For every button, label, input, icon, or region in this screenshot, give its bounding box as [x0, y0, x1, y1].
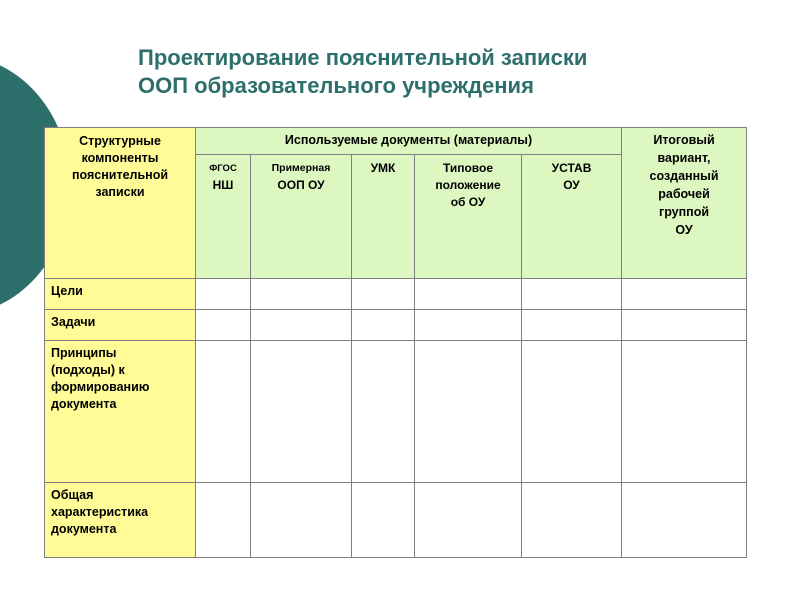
header-structural-components [45, 128, 196, 279]
table-row [45, 341, 747, 483]
row-label-line: формированию [51, 380, 150, 394]
table-cell [352, 310, 415, 341]
row-label-goals [45, 279, 196, 310]
header-final-line: Итоговый [653, 133, 715, 147]
slide-title-line-1: Проектирование пояснительной записки [138, 45, 588, 70]
header-final-line: группой [658, 205, 710, 219]
subheader-line: ОУ [563, 178, 580, 192]
table-row [45, 483, 747, 558]
subheader-line: положение [435, 178, 501, 192]
header-final-line: ОУ [675, 223, 693, 237]
table-cell [622, 341, 747, 483]
table-cell [622, 310, 747, 341]
slide-title [138, 44, 587, 100]
header-final-line: рабочей [658, 187, 710, 201]
subheader-line: УСТАВ [551, 161, 592, 175]
row-label-tasks [45, 310, 196, 341]
row-label-line: Принципы [51, 346, 117, 360]
header-documents-used: Используемые документы (материалы) [196, 128, 622, 155]
row-label-general-characteristic [45, 483, 196, 558]
subheader-line: Примерная [271, 162, 331, 174]
subheader-line: НШ [212, 178, 234, 192]
table-row [45, 310, 747, 341]
table-cell [251, 279, 352, 310]
table-cell [196, 279, 251, 310]
table-cell [522, 310, 622, 341]
subheader-fgos [196, 155, 251, 279]
row-label-line: документа [51, 397, 117, 411]
subheader-line: УМК [370, 161, 396, 175]
table-cell [522, 483, 622, 558]
table-cell [352, 341, 415, 483]
table-cell [415, 483, 522, 558]
row-label-line: Задачи [51, 315, 96, 329]
table-cell [622, 483, 747, 558]
table-cell [196, 341, 251, 483]
subheader-line: ФГОС [209, 163, 237, 174]
subheader-charter [522, 155, 622, 279]
subheader-line: об ОУ [450, 195, 486, 209]
table-cell [352, 483, 415, 558]
header-final-line: созданный [649, 169, 719, 183]
table-cell [251, 483, 352, 558]
subheader-typical-regulation [415, 155, 522, 279]
header-structural-line: компоненты [81, 151, 159, 165]
table-cell [415, 310, 522, 341]
row-label-line: характеристика [51, 505, 149, 519]
header-structural-line: Структурные [79, 134, 161, 148]
subheader-umk [352, 155, 415, 279]
table-cell [251, 310, 352, 341]
subheader-line: ООП ОУ [277, 178, 325, 192]
table-cell [522, 279, 622, 310]
subheader-sample-oop [251, 155, 352, 279]
header-final-line: вариант, [657, 151, 711, 165]
table-cell [415, 279, 522, 310]
table-cell [251, 341, 352, 483]
header-structural-line: записки [95, 185, 145, 199]
header-structural-line: пояснительной [71, 168, 169, 182]
table-cell [522, 341, 622, 483]
table-cell [622, 279, 747, 310]
row-label-line: Цели [51, 284, 83, 298]
row-label-principles [45, 341, 196, 483]
row-label-line: (подходы) к [51, 363, 125, 377]
row-label-line: документа [51, 522, 117, 536]
slide-title-line-2: ООП образовательного учреждения [138, 73, 534, 98]
header-final-variant [622, 128, 747, 279]
table-cell [352, 279, 415, 310]
table-cell [415, 341, 522, 483]
table-cell [196, 483, 251, 558]
subheader-line: Типовое [442, 161, 494, 175]
row-label-line: Общая [51, 488, 94, 502]
design-table [44, 127, 747, 558]
table-row [45, 279, 747, 310]
table-cell [196, 310, 251, 341]
